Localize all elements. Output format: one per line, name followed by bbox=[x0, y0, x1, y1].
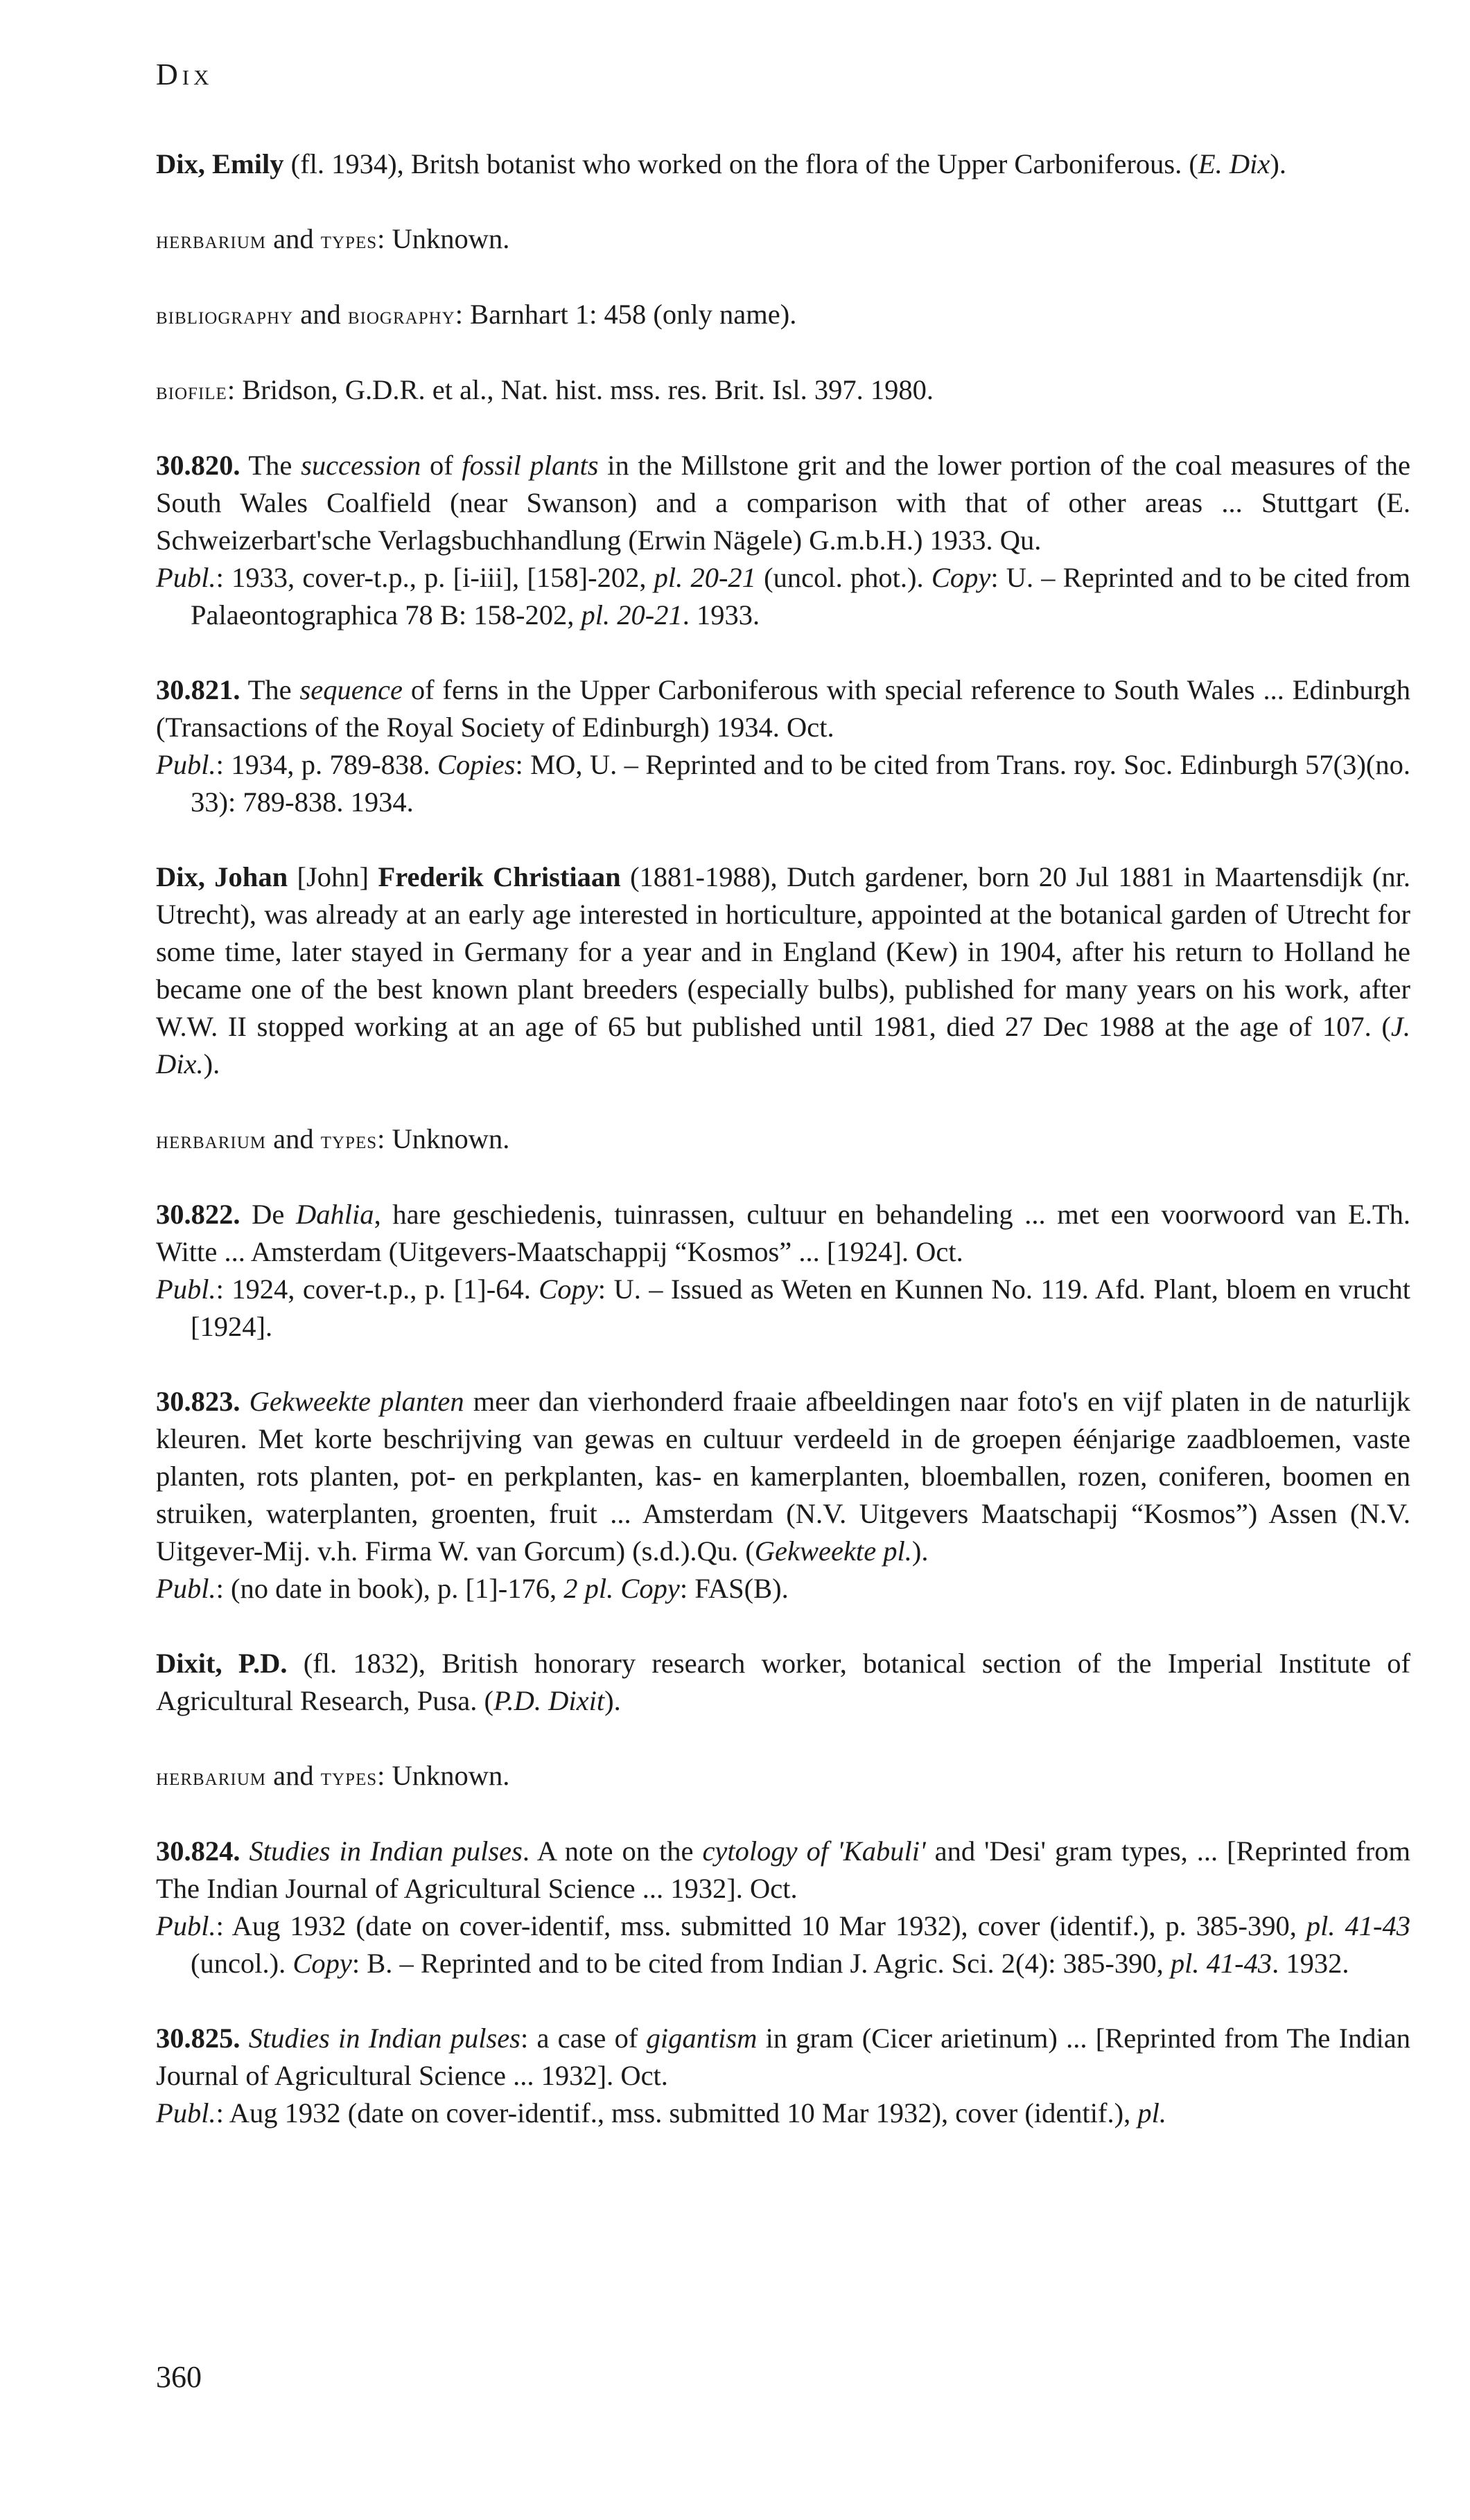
publ-text: : MO, U. – Reprinted and to be cited from Trans. roy. Soc. Edinburgh 57(3)(no. 33): 789-838. 1934. bbox=[191, 749, 1410, 818]
publication-details bbox=[156, 1907, 1410, 1982]
entry-title bbox=[156, 1383, 1410, 1570]
bibliography-label: bibliography bbox=[156, 301, 294, 329]
entry-number: 30.822. bbox=[156, 1199, 240, 1230]
publ-text: (uncol. phot.). bbox=[755, 562, 931, 593]
entry-text: meer dan vierhonderd fraaie afbeeldingen naar foto's en vijf platen in de naturlijk kleuren. Met korte beschrijving van gewas en cultuur verdeeld in de groepen éénjarige zaadbloemen, vaste planten, rots planten, pot- en perkplanten, kas- en kamerplanten, bloemballen, rozen, coniferen, boomen en struiken, waterplanten, groenten, fruit ... Amsterdam (N.V. Uitgevers Maatschapij “Kosmos”) Assen (N.V. Uitgever-Mij. v.h. Firma W. van Gorcum) (s.d.).Qu. ( bbox=[156, 1386, 1411, 1567]
entry-text: : a case of bbox=[520, 2023, 647, 2054]
biography-johan-dix bbox=[156, 858, 1410, 1083]
types-label: types bbox=[320, 1763, 378, 1790]
biofile-label: biofile bbox=[156, 377, 227, 405]
publ-text: : B. – Reprinted and to be cited from Indian J. Agric. Sci. 2(4): 385-390, bbox=[351, 1948, 1171, 1979]
entry-text bbox=[240, 2023, 249, 2054]
publication-details bbox=[156, 1570, 1410, 1607]
publ-label: Publ. bbox=[156, 749, 216, 780]
plates: pl. 41-43 bbox=[1306, 1910, 1410, 1941]
entry-italic: Dahlia bbox=[296, 1199, 374, 1230]
entry-title bbox=[156, 1196, 1410, 1271]
entry-30-824 bbox=[156, 1833, 1410, 1982]
publication-details bbox=[156, 1271, 1410, 1346]
entry-text: ). bbox=[911, 1535, 929, 1567]
author-name-continued: Frederik Christiaan bbox=[378, 861, 621, 892]
herbarium-label: herbarium bbox=[156, 226, 267, 254]
author-name: Dix, Emily bbox=[156, 148, 284, 179]
publ-label: Publ. bbox=[156, 562, 216, 593]
herbarium-text: : Unknown. bbox=[377, 1760, 510, 1791]
author-abbreviation: P.D. Dixit bbox=[493, 1685, 605, 1716]
entry-italic: Studies in Indian pulses bbox=[249, 1835, 523, 1867]
bibliography-text: : Barnhart 1: 458 (only name). bbox=[455, 299, 797, 330]
biography-text: (fl. 1934), Britsh botanist who worked on the flora of the Upper Carboniferous. ( bbox=[283, 148, 1198, 179]
entry-text: . A note on the bbox=[522, 1835, 703, 1867]
publ-text: : 1924, cover-t.p., p. [1]-64. bbox=[216, 1274, 539, 1305]
entry-number: 30.823. bbox=[156, 1386, 240, 1417]
copy-label: Copy bbox=[539, 1274, 598, 1305]
entry-italic: cytology of 'Kabuli' bbox=[702, 1835, 926, 1867]
plates: pl. 41-43 bbox=[1170, 1948, 1272, 1979]
herbarium-line bbox=[156, 220, 1410, 258]
publ-text: : (no date in book), p. [1]-176, bbox=[216, 1573, 564, 1604]
biography-text: (1881-1988), Dutch gardener, born 20 Jul 1881 in Maartensdijk (nr. Utrecht), was already at an early age interested in horticulture, appointed at the botanical garden of Utrecht for some time, later stayed in Germany for a year and in England (Kew) in 1904, after his return to Holland he became one of the best known plant breeders (especially bulbs), published for many years on his work, after W.W. II stopped working at an age of 65 but published until 1981, died 27 Dec 1988 at the age of 107. ( bbox=[156, 861, 1410, 1042]
herbarium-and: and bbox=[266, 1760, 321, 1791]
bibliography-line bbox=[156, 296, 1410, 334]
publication-details bbox=[156, 559, 1410, 634]
entry-text: of bbox=[421, 450, 462, 481]
page bbox=[156, 0, 1410, 2520]
publ-text: . 1932. bbox=[1272, 1948, 1349, 1979]
biography-close: ). bbox=[203, 1048, 220, 1080]
entry-30-820 bbox=[156, 447, 1410, 634]
entry-text: in gram (Cicer arietinum) ... [Reprinted from The Indian Journal of Agricultural Science ... 1932]. Oct. bbox=[156, 2023, 1411, 2091]
entry-title bbox=[156, 2020, 1410, 2095]
entry-title bbox=[156, 447, 1410, 559]
biography-text: [John] bbox=[288, 861, 378, 892]
biography-label: biography bbox=[347, 301, 455, 329]
entry-italic: Studies in Indian pulses bbox=[248, 2023, 520, 2054]
publ-text: : Aug 1932 (date on cover-identif, mss. submitted 10 Mar 1932), cover (identif.), p. 385-390, bbox=[216, 1910, 1306, 1941]
types-label: types bbox=[320, 1126, 378, 1154]
entry-30-823 bbox=[156, 1383, 1410, 1607]
publ-label: Publ. bbox=[156, 1274, 216, 1305]
entry-title bbox=[156, 1833, 1410, 1907]
biography-close: ). bbox=[604, 1685, 621, 1716]
herbarium-text: : Unknown. bbox=[377, 1123, 510, 1154]
entry-text bbox=[240, 1835, 250, 1867]
entry-italic: sequence bbox=[299, 674, 403, 705]
entry-30-825 bbox=[156, 2020, 1410, 2132]
author-abbreviation: J. Dix. bbox=[156, 1011, 1410, 1080]
publ-text: : Aug 1932 (date on cover-identif., mss. submitted 10 Mar 1932), cover (identif.), bbox=[216, 2097, 1138, 2129]
plates: pl. 20-21 bbox=[654, 562, 756, 593]
publication-details bbox=[156, 2095, 1410, 2132]
publ-text: : 1934, p. 789-838. bbox=[216, 749, 437, 780]
entry-italic: fossil plants bbox=[462, 450, 599, 481]
entry-italic: Gekweekte planten bbox=[249, 1386, 464, 1417]
herbarium-line bbox=[156, 1757, 1410, 1795]
author-abbreviation: E. Dix bbox=[1198, 148, 1270, 179]
entry-text: The bbox=[240, 450, 301, 481]
entry-italic: gigantism bbox=[646, 2023, 758, 2054]
biofile-text: : Bridson, G.D.R. et al., Nat. hist. mss. res. Brit. Isl. 397. 1980. bbox=[227, 374, 934, 405]
copy-label: Copy bbox=[620, 1573, 680, 1604]
publ-label: Publ. bbox=[156, 2097, 216, 2129]
author-name: Dix, Johan bbox=[156, 861, 288, 892]
entry-text bbox=[240, 1386, 250, 1417]
entry-number: 30.821. bbox=[156, 674, 240, 705]
copy-label: Copies bbox=[437, 749, 516, 780]
entry-title bbox=[156, 671, 1410, 746]
page-body bbox=[156, 146, 1410, 2132]
herbarium-label: herbarium bbox=[156, 1126, 267, 1154]
copy-label: Copy bbox=[292, 1948, 352, 1979]
entry-italic: Gekweekte pl. bbox=[754, 1535, 912, 1567]
biofile-line bbox=[156, 371, 1410, 409]
entry-text: of ferns in the Upper Carboniferous with special reference to South Wales ... Edinburgh (Transactions of the Royal Society of Edinburgh) 1934. Oct. bbox=[156, 674, 1410, 743]
publication-details bbox=[156, 746, 1410, 821]
running-head: Dix bbox=[156, 58, 213, 91]
biography-close: ). bbox=[1270, 148, 1286, 179]
entry-text: , hare geschiedenis, tuinrassen, cultuur en behandeling ... met een voorwoord van E.Th. Witte ... Amsterdam (Uitgevers-Maatschappij “Kosmos” ... [1924]. Oct. bbox=[156, 1199, 1410, 1267]
entry-text: and 'Desi' gram types, ... [Reprinted from The Indian Journal of Agricultural Science ... 1932]. Oct. bbox=[156, 1835, 1411, 1904]
publ-text: : 1933, cover-t.p., p. [i-iii], [158]-202, bbox=[216, 562, 654, 593]
entry-text: De bbox=[240, 1199, 297, 1230]
biography-text: (fl. 1832), British honorary research worker, botanical section of the Imperial Institute of Agricultural Research, Pusa. ( bbox=[156, 1648, 1410, 1716]
bibliography-and: and bbox=[293, 299, 348, 330]
plates: pl. bbox=[1137, 2097, 1167, 2129]
publ-label: Publ. bbox=[156, 1910, 216, 1941]
plates: 2 pl. bbox=[563, 1573, 614, 1604]
biography-dixit bbox=[156, 1645, 1410, 1720]
entry-text: The bbox=[240, 674, 300, 705]
herbarium-and: and bbox=[266, 223, 321, 254]
entry-30-822 bbox=[156, 1196, 1410, 1346]
publ-text: : FAS(B). bbox=[679, 1573, 789, 1604]
entry-number: 30.825. bbox=[156, 2023, 240, 2054]
entry-text: in the Millstone grit and the lower portion of the coal measures of the South Wales Coalfield (near Swanson) and a comparison with that of other areas ... Stuttgart (E. Schweizerbart'sche Verlagsbuchhandlung (Erwin Nägele) G.m.b.H.) 1933. Qu. bbox=[156, 450, 1411, 556]
herbarium-line bbox=[156, 1120, 1410, 1158]
types-label: types bbox=[320, 226, 378, 254]
entry-number: 30.824. bbox=[156, 1835, 240, 1867]
herbarium-text: : Unknown. bbox=[377, 223, 510, 254]
publ-text: (uncol.). bbox=[191, 1948, 293, 1979]
biography-emily-dix bbox=[156, 146, 1410, 183]
publ-text: : U. – Issued as Weten en Kunnen No. 119. Afd. Plant, bloem en vrucht [1924]. bbox=[191, 1274, 1410, 1342]
publ-text: . 1933. bbox=[682, 599, 760, 631]
entry-number: 30.820. bbox=[156, 450, 240, 481]
copy-label: Copy bbox=[931, 562, 991, 593]
publ-text bbox=[613, 1573, 620, 1604]
page-number: 360 bbox=[156, 2360, 202, 2394]
author-name: Dixit, P.D. bbox=[156, 1648, 288, 1679]
entry-30-821 bbox=[156, 671, 1410, 821]
publ-text: : U. – Reprinted and to be cited from Palaeontographica 78 B: 158-202, bbox=[191, 562, 1410, 631]
herbarium-label: herbarium bbox=[156, 1763, 267, 1790]
entry-italic: succession bbox=[301, 450, 421, 481]
publ-label: Publ. bbox=[156, 1573, 216, 1604]
herbarium-and: and bbox=[266, 1123, 321, 1154]
plates: pl. 20-21 bbox=[581, 599, 683, 631]
